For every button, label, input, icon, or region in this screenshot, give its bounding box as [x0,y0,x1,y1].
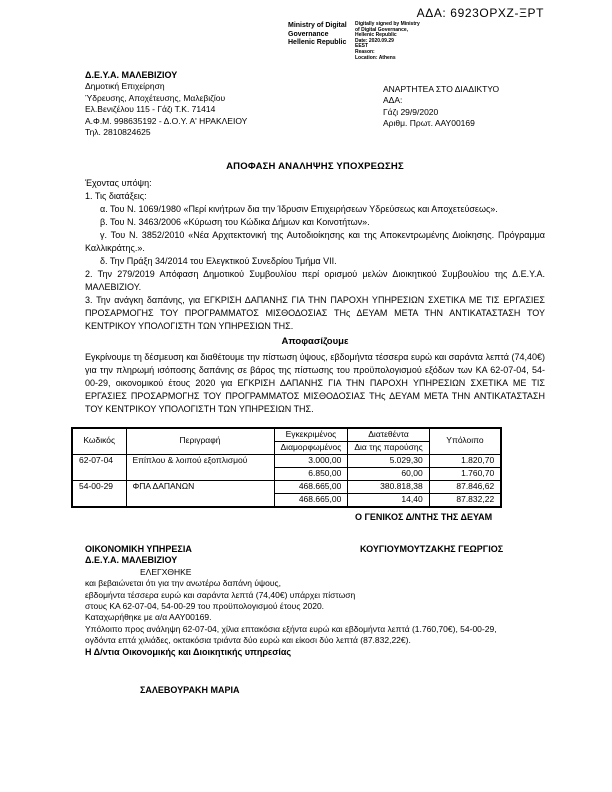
organization-line: Τηλ. 2810824625 [85,127,151,138]
stamp-sig-line: Date: 2020.09.29 [355,37,394,44]
certification-line: Υπόλοιπο προς ανάληψη 62-07-04, χίλια επτακόσια εξήντα ευρώ και εβδομήντα λεπτά (1.760,70€), 54-00-29, [85,623,497,634]
preamble-subitem-b: β. Του Ν. 3463/2006 «Κύρωση του Κώδικα Δήμων και Κοινοτήτων». [100,217,370,227]
col-header-remaining: Υπόλοιπο [429,428,501,454]
organization-block [85,70,247,138]
budget-table [71,427,502,508]
preamble-intro: Έχοντας υπόψη: [85,178,152,188]
preamble-subitem-c: γ. Του Ν. 3852/2010 «Νέα Αρχιτεκτονική της Αυτοδιοίκησης και της Αποκεντρωμένης Διοίκησης. Πρόγραμμα Καλλικράτης.». [85,230,545,253]
organization-line: Α.Φ.Μ. 998635192 - Δ.Ο.Υ. Α' ΗΡΑΚΛΕΙΟΥ [85,115,248,126]
certification-line: εβδομήντα τέσσερα ευρώ και σαράντα λεπτά (74,40€) υπάρχει πίστωση [85,589,356,600]
certification-line: Καταχωρήθηκε με α/α ΑΑΥ00169. [85,612,212,623]
stamp-signature-details [355,22,425,61]
digital-signature-stamp [288,22,425,61]
cell-formed: 6.850,00 [274,467,348,480]
col-header-description: Περιγραφή [126,428,274,454]
financial-dept-line: Δ.Ε.Υ.Α. ΜΑΛΕΒΙΖΙΟΥ [85,555,178,566]
cell-code: 62-07-04 [72,454,126,480]
stamp-sig-line: EEST [355,43,369,50]
financial-service-section [85,544,545,696]
table-row [72,454,501,467]
preamble-subitem-d: δ. Την Πράξη 34/2014 του Ελεγκτικού Συνεδρίου Τμήμα VII. [100,256,337,266]
cell-remaining: 1.820,70 [429,454,501,467]
stamp-sig-line: of Digital Governance, [355,26,409,33]
organization-line: Ελ.Βενιζέλου 115 - Γάζι Τ.Κ. 71414 [85,104,216,115]
certification-line: στους ΚΑ 62-07-04, 54-00-29 του προϋπολογισμού έτους 2020. [85,601,325,612]
meta-block [383,84,499,130]
col-header-formed: Διαμορφωμένος [274,441,348,454]
preamble-item-3: 3. Την ανάγκη δαπάνης, για ΕΓΚΡΙΣΗ ΔΑΠΑΝΗΣ ΓΙΑ ΤΗΝ ΠΑΡΟΧΗ ΥΠΗΡΕΣΙΩΝ ΣΧΕΤΙΚΑ ΜΕ ΤΙΣ ΕΡΓΑΣΙΕΣ ΠΡΟΣΑΡΜΟΓΗΣ ΤΟΥ ΠΡΟΓΡΑΜΜΑΤΟΣ ΜΙΣΘΟΔΟΣΙΑΣ ΤΗς ΔΕΥΑΜ ΜΕΤΑ ΤΗΝ ΑΝΤΙΚΑΤΑΣΤΑΣΗ ΤΟΥ ΚΕΝΤΡΙΚΟΥ ΥΠΟΛΟΓΙΣΤΗ ΤΩΝ ΥΠΗΡΕΣΙΩΝ ΤΗΣ. [85,295,545,331]
checked-label: ΕΛΕΓΧΘΗΚΕ [140,566,192,577]
ada-label: ΑΔΑ: [383,95,403,106]
cell-description: ΦΠΑ ΔΑΠΑΝΩΝ [126,480,274,507]
col-header-allocated: Διατεθέντα [348,428,429,441]
table-row [72,480,501,493]
place-date: Γάζι 29/9/2020 [383,106,439,117]
stamp-sig-line: Digitally signed by Ministry [355,21,420,27]
cell-description: Επίπλου & λοιπού εξοπλισμού [126,454,274,480]
stamp-authority-line: Ministry of Digital [288,22,347,29]
stamp-authority-line: Governance [288,30,329,38]
general-manager-name: ΚΟΥΓΙΟΥΜΟΥΤΖΑΚΗΣ ΓΕΩΡΓΙΟΣ [360,544,504,554]
certification-line: ογδόντα επτά χιλιάδες, οκτακόσια τριάντα δύο ευρώ και είκοσι δύο λεπτά (87.832,22€). [85,635,411,646]
director-name: ΣΑΛΕΒΟΥΡΑΚΗ ΜΑΡΙΑ [140,685,240,696]
decision-heading: Αποφασίζουμε [281,336,349,347]
organization-line: Δημοτική Επιχείρηση [85,81,165,92]
cell-present: 14,40 [348,493,429,507]
preamble-item-1: 1. Τις διατάξεις: [85,191,147,201]
protocol-number: Αριθμ. Πρωτ. ΑΑΥ00169 [383,118,475,129]
financial-dept-line: ΟΙΚΟΝΟΜΙΚΗ ΥΠΗΡΕΣΙΑ [85,544,192,554]
cell-allocated: 5.029,30 [348,454,429,467]
cell-remaining: 1.760,70 [429,467,501,480]
col-header-present: Δια της παρούσης [348,441,429,454]
preamble-subitem-a: α. Του Ν. 1069/1980 «Περί κινήτρων δια την Ίδρυσιν Επιχειρήσεων Υδρεύσεως και Αποχετεύσεως». [100,204,498,214]
cell-formed: 468.665,00 [274,493,348,507]
publish-notice: ΑΝΑΡΤΗΤΕΑ ΣΤΟ ΔΙΑΔΙΚΤΥΟ [383,84,500,94]
stamp-authority [288,22,348,61]
organization-line: Ύδρευσης, Αποχέτευσης, Μαλεβιζίου [85,92,226,103]
certification-line: και βεβαιώνεται ότι για την ανωτέρω δαπάνη ύψους, [85,578,281,589]
cell-present: 60,00 [348,467,429,480]
decision-body: Εγκρίνουμε τη δέσμευση και διαθέτουμε την πίστωση ύψους, εβδομήντα τέσσερα ευρώ και σαράντα λεπτά (74,40€) για την πληρωμή ισόποσης δαπάνης σε βάρος της πίστωσης του προϋπολογισμού εξόδων των ΚΑ 62-07-04, 54-00-29, οικονομικού έτους 2020 για ΕΓΚΡΙΣΗ ΔΑΠΑΝΗΣ ΓΙΑ ΤΗΝ ΠΑΡΟΧΗ ΥΠΗΡΕΣΙΩΝ ΣΧΕΤΙΚΑ ΜΕ ΤΙΣ ΕΡΓΑΣΙΕΣ ΠΡΟΣΑΡΜΟΓΗΣ ΤΟΥ ΠΡΟΓΡΑΜΜΑΤΟΣ ΜΙΣΘΟΔΟΣΙΑΣ ΤΗς ΔΕΥΑΜ ΜΕΤΑ ΤΗΝ ΑΝΤΙΚΑΤΑΣΤΑΣΗ ΤΟΥ ΚΕΝΤΡΙΚΟΥ ΥΠΟΛΟΓΙΣΤΗ ΤΩΝ ΥΠΗΡΕΣΙΩΝ ΤΗΣ. [85,352,545,414]
cell-code: 54-00-29 [72,480,126,507]
preamble-item-2: 2. Την 279/2019 Απόφαση Δημοτικού Συμβουλίου περί ορισμού μελών Διοικητικού Συμβουλίου της Δ.Ε.Υ.Α. ΜΑΛΕΒΙΖΙΟΥ. [85,269,545,292]
cell-remaining: 87.832,22 [429,493,501,507]
organization-name: Δ.Ε.Υ.Α. ΜΑΛΕΒΙΖΙΟΥ [85,70,178,80]
stamp-sig-line: Location: Athens [355,54,396,61]
stamp-authority-line: Hellenic Republic [288,39,347,46]
document-title: ΑΠΟΦΑΣΗ ΑΝΑΛΗΨΗΣ ΥΠΟΧΡΕΩΣΗΣ [226,161,404,172]
stamp-sig-line: Reason: [355,48,375,55]
col-header-approved: Εγκεκριμένος [274,428,348,441]
preamble-section [85,177,545,333]
general-manager-title: Ο ΓΕΝΙΚΟΣ Δ/ΝΤΗΣ ΤΗΣ ΔΕΥΑΜ [355,512,493,522]
cell-approved: 3.000,00 [274,454,348,467]
cell-remaining: 87.846,62 [429,480,501,493]
director-title: Η Δ/ντια Οικονομικής και Διοικητικής υπηρεσίας [85,646,292,657]
ada-code: ΑΔΑ: 6923ΟΡΧΖ-ΞΡΤ [416,6,544,20]
stamp-sig-line: Hellenic Republic [355,32,397,39]
cell-allocated: 380.818,38 [348,480,429,493]
cell-approved: 468.665,00 [274,480,348,493]
col-header-code: Κωδικός [72,428,126,454]
